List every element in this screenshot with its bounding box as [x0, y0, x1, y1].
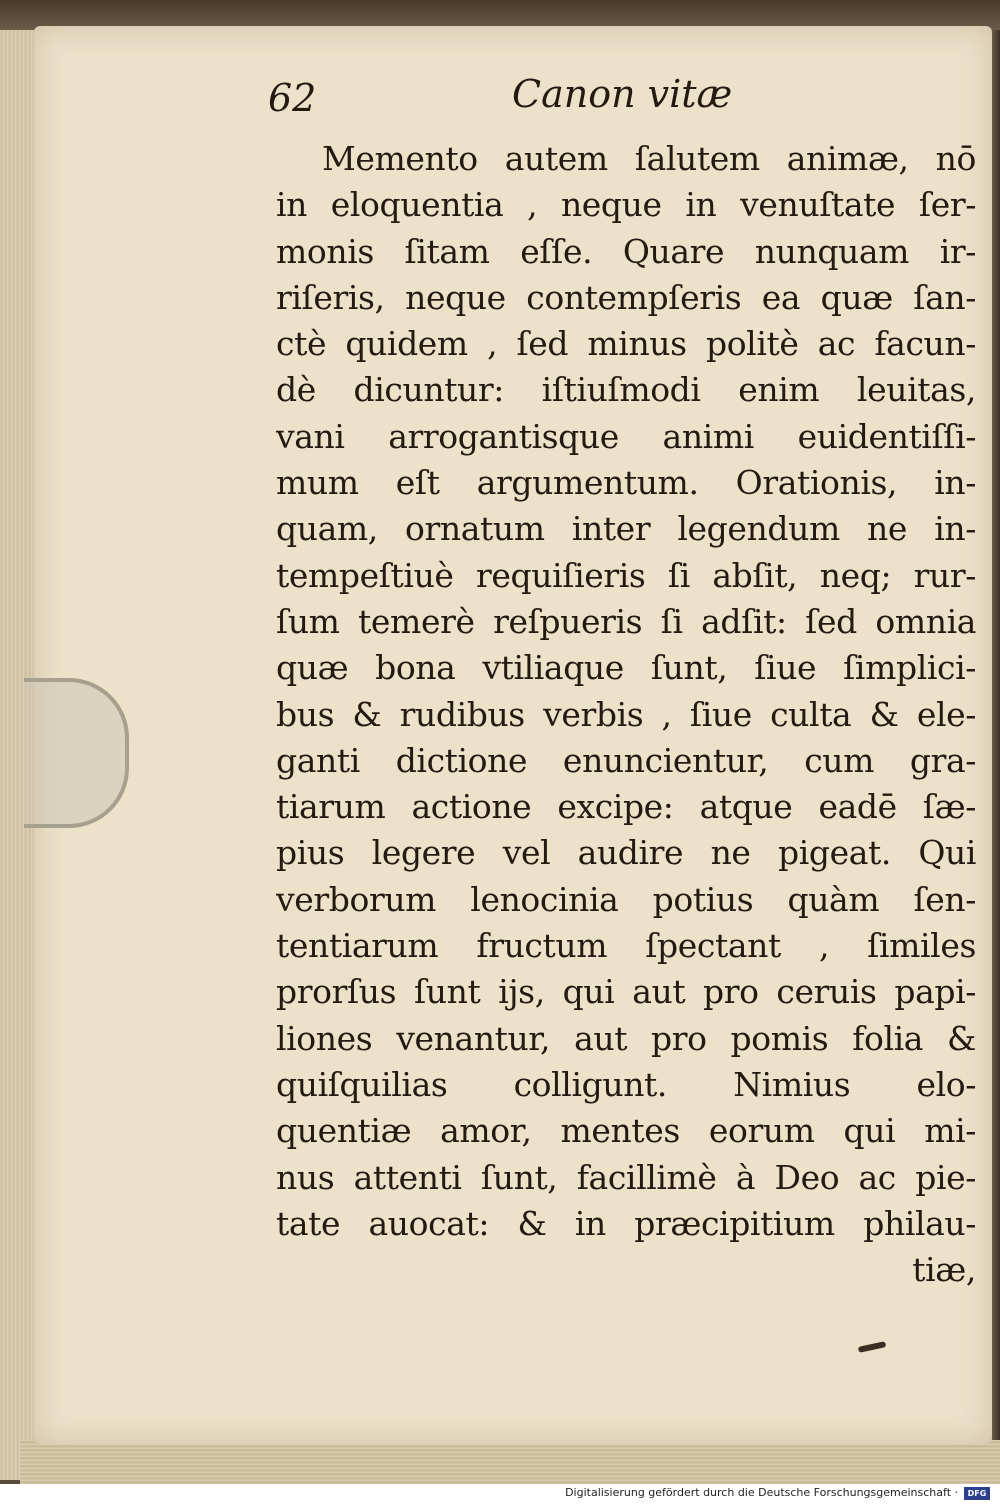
text-line: verborum lenocinia potius quàm ſen-	[276, 879, 976, 919]
text-line: monis ſitam eſſe. Quare nunquam ir-	[276, 231, 976, 271]
footer-credit: Digitalisierung gefördert durch die Deutsche Forschungsgemeinschaft ·	[565, 1486, 958, 1499]
text-line: bus & rudibus verbis , ſiue culta & ele-	[276, 694, 976, 734]
footer-bar	[0, 1484, 1000, 1504]
running-head: Canon vitæ	[512, 72, 733, 116]
text-line: quentiæ amor, mentes eorum qui mi-	[276, 1111, 976, 1151]
text-line: prorſus ſunt ijs, qui aut pro ceruis papi-	[276, 972, 976, 1012]
text-line: pius legere vel audire ne pigeat. Qui	[276, 833, 976, 873]
text-line: ctè quidem , ſed minus politè ac facun-	[276, 324, 976, 364]
text-line: quam, ornatum inter legendum ne in-	[276, 509, 976, 549]
text-line: Memento autem ſalutem animæ, nō	[322, 139, 976, 178]
text-line: quiſquilias colligunt. Nimius elo-	[276, 1064, 976, 1104]
text-line: tiarum actione excipe: atque eadē ſæ-	[276, 787, 976, 827]
text-line: dè dicuntur: iſtiuſmodi enim leuitas,	[276, 370, 976, 410]
text-line: tentiarum fructum ſpectant , ſimiles	[276, 926, 976, 966]
text-line: mum eſt argumentum. Orationis, in-	[276, 463, 976, 503]
text-line: ganti dictione enuncientur, cum gra-	[276, 740, 976, 780]
book-clasp	[24, 678, 129, 828]
text-line: riſeris, neque contempſeris ea quæ ſan-	[276, 277, 976, 317]
text-line: tate auocat: & in præcipitium philau-	[276, 1203, 976, 1243]
page-number: 62	[268, 76, 317, 120]
catchword: tiæ,	[912, 1250, 976, 1290]
page-stack-bottom-edge	[20, 1440, 1000, 1484]
text-line: liones venantur, aut pro pomis folia &	[276, 1018, 976, 1058]
text-line: vani arrogantisque animi euidentiſſi-	[276, 416, 976, 456]
text-line: in eloquentia , neque in venuſtate ſer-	[276, 185, 976, 225]
text-line: quæ bona vtiliaque ſunt, ſiue ſimplici-	[276, 648, 976, 688]
dfg-logo-icon: DFG	[964, 1487, 990, 1500]
body-text	[276, 136, 976, 1293]
text-line: tempeſtiuè requiſieris ſi abſit, neq; rur-	[276, 555, 976, 595]
text-line: ſum temerè reſpueris ſi adſit: ſed omnia	[276, 601, 976, 641]
text-line: nus attenti ſunt, facillimè à Deo ac pie-	[276, 1157, 976, 1197]
